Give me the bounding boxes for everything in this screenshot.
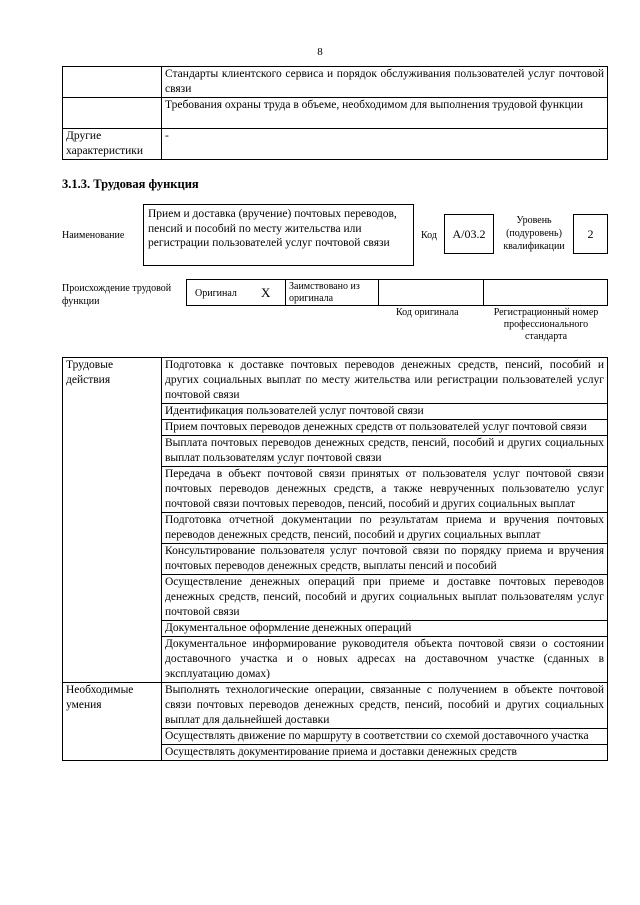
labor-action: Консультирование пользователя услуг почтовой связи по порядку приема и вручения почтовых переводов денежных средств, выплаты пенсий и пособий <box>162 544 608 575</box>
page-number: 8 <box>317 46 323 58</box>
row-text: - <box>162 129 608 160</box>
skill: Осуществлять документирование приема и доставки денежных средств <box>162 745 608 761</box>
labor-action: Документальное оформление денежных операций <box>162 621 608 637</box>
row-label <box>63 67 162 98</box>
skills-label: Необходимые умения <box>63 683 162 761</box>
level-value: 2 <box>573 214 608 254</box>
labor-action: Выплата почтовых переводов денежных средств, пенсий, пособий и других социальных выплат пользователям услуг почтовой связи <box>162 436 608 467</box>
labor-action: Подготовка к доставке почтовых переводов денежных средств, пенсий, пособий и других социальных выплат по месту жительства или регистрации пользователей услуг почтовой связи <box>162 358 608 404</box>
skill: Выполнять технологические операции, связанные с получением в объекте почтовой связи почтовых переводов денежных средств, пенсий, пособий и других социальных выплат для дальнейшей доставки <box>162 683 608 729</box>
name-label: Наименование <box>62 230 125 241</box>
reg-number-label: Регистрационный номер профессионального стандарта <box>493 307 599 342</box>
labor-action: Идентификация пользователей услуг почтовой связи <box>162 404 608 420</box>
code-label: Код <box>421 230 437 241</box>
code-original-cell <box>378 279 484 306</box>
labor-actions-label: Трудовые действия <box>63 358 162 683</box>
section-heading: 3.1.3. Трудовая функция <box>62 177 199 191</box>
skill: Осуществлять движение по маршруту в соответствии со схемой доставочного участка <box>162 729 608 745</box>
labor-action: Документальное информирование руководителя объекта почтовой связи о состоянии доставочного участка и о новых адресах на доставочном участке (сданных в эксплуатацию домах) <box>162 637 608 683</box>
borrowed-label: Заимствовано из оригинала <box>285 279 379 306</box>
reg-number-cell <box>483 279 608 306</box>
original-cell <box>186 279 286 306</box>
top-table <box>62 66 608 160</box>
row-label <box>63 98 162 129</box>
original-label: Оригинал <box>195 288 237 299</box>
labor-action: Осуществление денежных операций при приеме и доставке почтовых переводов денежных средств, пенсий, пособий и других социальных выплат пользователям услуг почтовой связи <box>162 575 608 621</box>
main-table <box>62 357 608 761</box>
labor-action: Передача в объект почтовой связи принятых от пользователя услуг почтовой связи почтовых переводов денежных средств, а также неврученных пользователю услуг почтовой связи почтовых переводов, пенсий, пособий и других социальных выплат <box>162 467 608 513</box>
origin-label: Происхождение трудовой функции <box>62 283 172 307</box>
original-mark: X <box>261 285 271 300</box>
function-name: Прием и доставка (вручение) почтовых переводов, пенсий и пособий по месту жительства или регистрации пользователей услуг почтовой связи <box>143 204 414 266</box>
table-row <box>63 358 608 404</box>
table-row <box>63 67 608 98</box>
row-text: Стандарты клиентского сервиса и порядок обслуживания пользователей услуг почтовой связи <box>162 67 608 98</box>
labor-action: Подготовка отчетной документации по результатам приема и вручения почтовых переводов денежных средств, пенсий, пособий и других социальных выплат <box>162 513 608 544</box>
code-original-label: Код оригинала <box>396 307 459 318</box>
labor-action: Прием почтовых переводов денежных средств от пользователей услуг почтовой связи <box>162 420 608 436</box>
row-text: Требования охраны труда в объеме, необходимом для выполнения трудовой функции <box>162 98 608 129</box>
table-row <box>63 683 608 729</box>
level-label: Уровень (подуровень) квалификации <box>503 215 565 252</box>
table-row <box>63 129 608 160</box>
table-row <box>63 98 608 129</box>
code-value: A/03.2 <box>444 214 494 254</box>
row-label: Другие характеристики <box>63 129 162 160</box>
